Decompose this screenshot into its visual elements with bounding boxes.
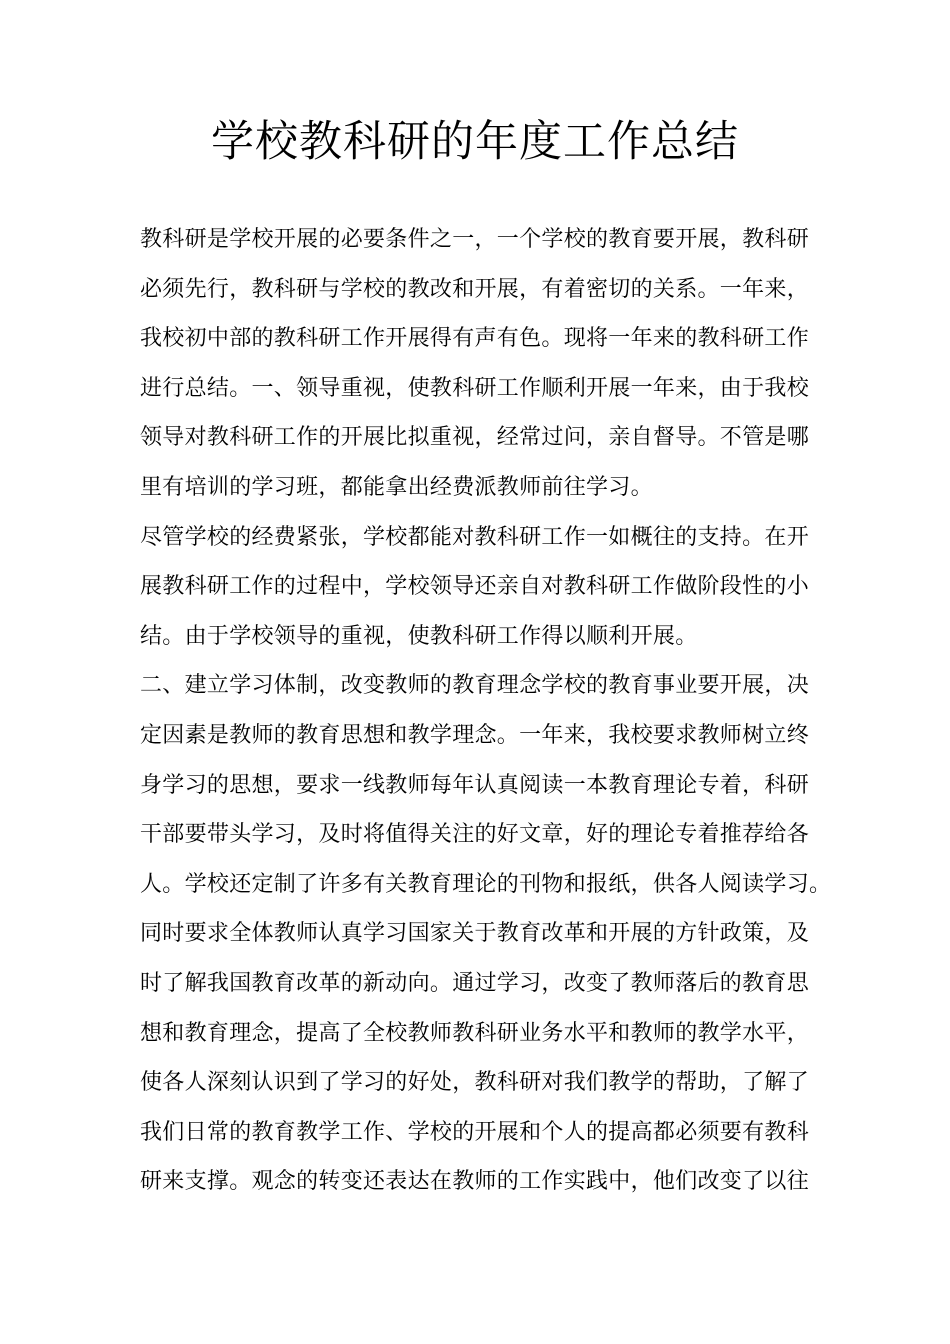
body-line: 研来支撑。观念的转变还表达在教师的工作实践中，他们改变了以往 bbox=[140, 1169, 810, 1195]
body-line: 结。由于学校领导的重视，使教科研工作得以顺利开展。 bbox=[140, 623, 698, 649]
body-line: 必须先行，教科研与学校的教改和开展，有着密切的关系。一年来， bbox=[140, 276, 810, 302]
body-line: 身学习的思想，要求一线教师每年认真阅读一本教育理论专着，科研 bbox=[140, 772, 810, 798]
body-line: 定因素是教师的教育思想和教学理念。一年来，我校要求教师树立终 bbox=[140, 722, 810, 748]
document-body bbox=[140, 215, 840, 1207]
body-line: 想和教育理念，提高了全校教师教科研业务水平和教师的教学水平， bbox=[140, 1020, 810, 1046]
body-line: 我们日常的教育教学工作、学校的开展和个人的提高都必须要有教科 bbox=[140, 1119, 810, 1145]
body-line: 时了解我国教育改革的新动向。通过学习，改变了教师落后的教育思 bbox=[140, 970, 810, 996]
body-line: 展教科研工作的过程中，学校领导还亲自对教科研工作做阶段性的小 bbox=[140, 574, 810, 600]
body-line: 使各人深刻认识到了学习的好处，教科研对我们教学的帮助，了解了 bbox=[140, 1070, 810, 1096]
body-line: 教科研是学校开展的必要条件之一，一个学校的教育要开展，教科研 bbox=[140, 227, 810, 252]
body-line: 二、建立学习体制，改变教师的教育理念学校的教育事业要开展，决 bbox=[140, 673, 810, 699]
body-line: 尽管学校的经费紧张，学校都能对教科研工作一如概往的支持。在开 bbox=[140, 524, 810, 550]
body-line: 干部要带头学习，及时将值得关注的好文章，好的理论专着推荐给各 bbox=[140, 822, 810, 848]
body-line: 我校初中部的教科研工作开展得有声有色。现将一年来的教科研工作 bbox=[140, 326, 810, 352]
document-title: 学校教科研的年度工作总结 bbox=[211, 117, 739, 167]
body-line: 领导对教科研工作的开展比拟重视，经常过问，亲自督导。不管是哪 bbox=[140, 425, 810, 451]
body-line: 人。学校还定制了许多有关教育理论的刊物和报纸，供各人阅读学习。 bbox=[140, 871, 832, 897]
body-line: 进行总结。一、领导重视，使教科研工作顺利开展一年来，由于我校 bbox=[140, 375, 810, 401]
body-line: 里有培训的学习班，都能拿出经费派教师前往学习。 bbox=[140, 474, 653, 500]
body-line: 同时要求全体教师认真学习国家关于教育改革和开展的方针政策，及 bbox=[140, 921, 810, 947]
